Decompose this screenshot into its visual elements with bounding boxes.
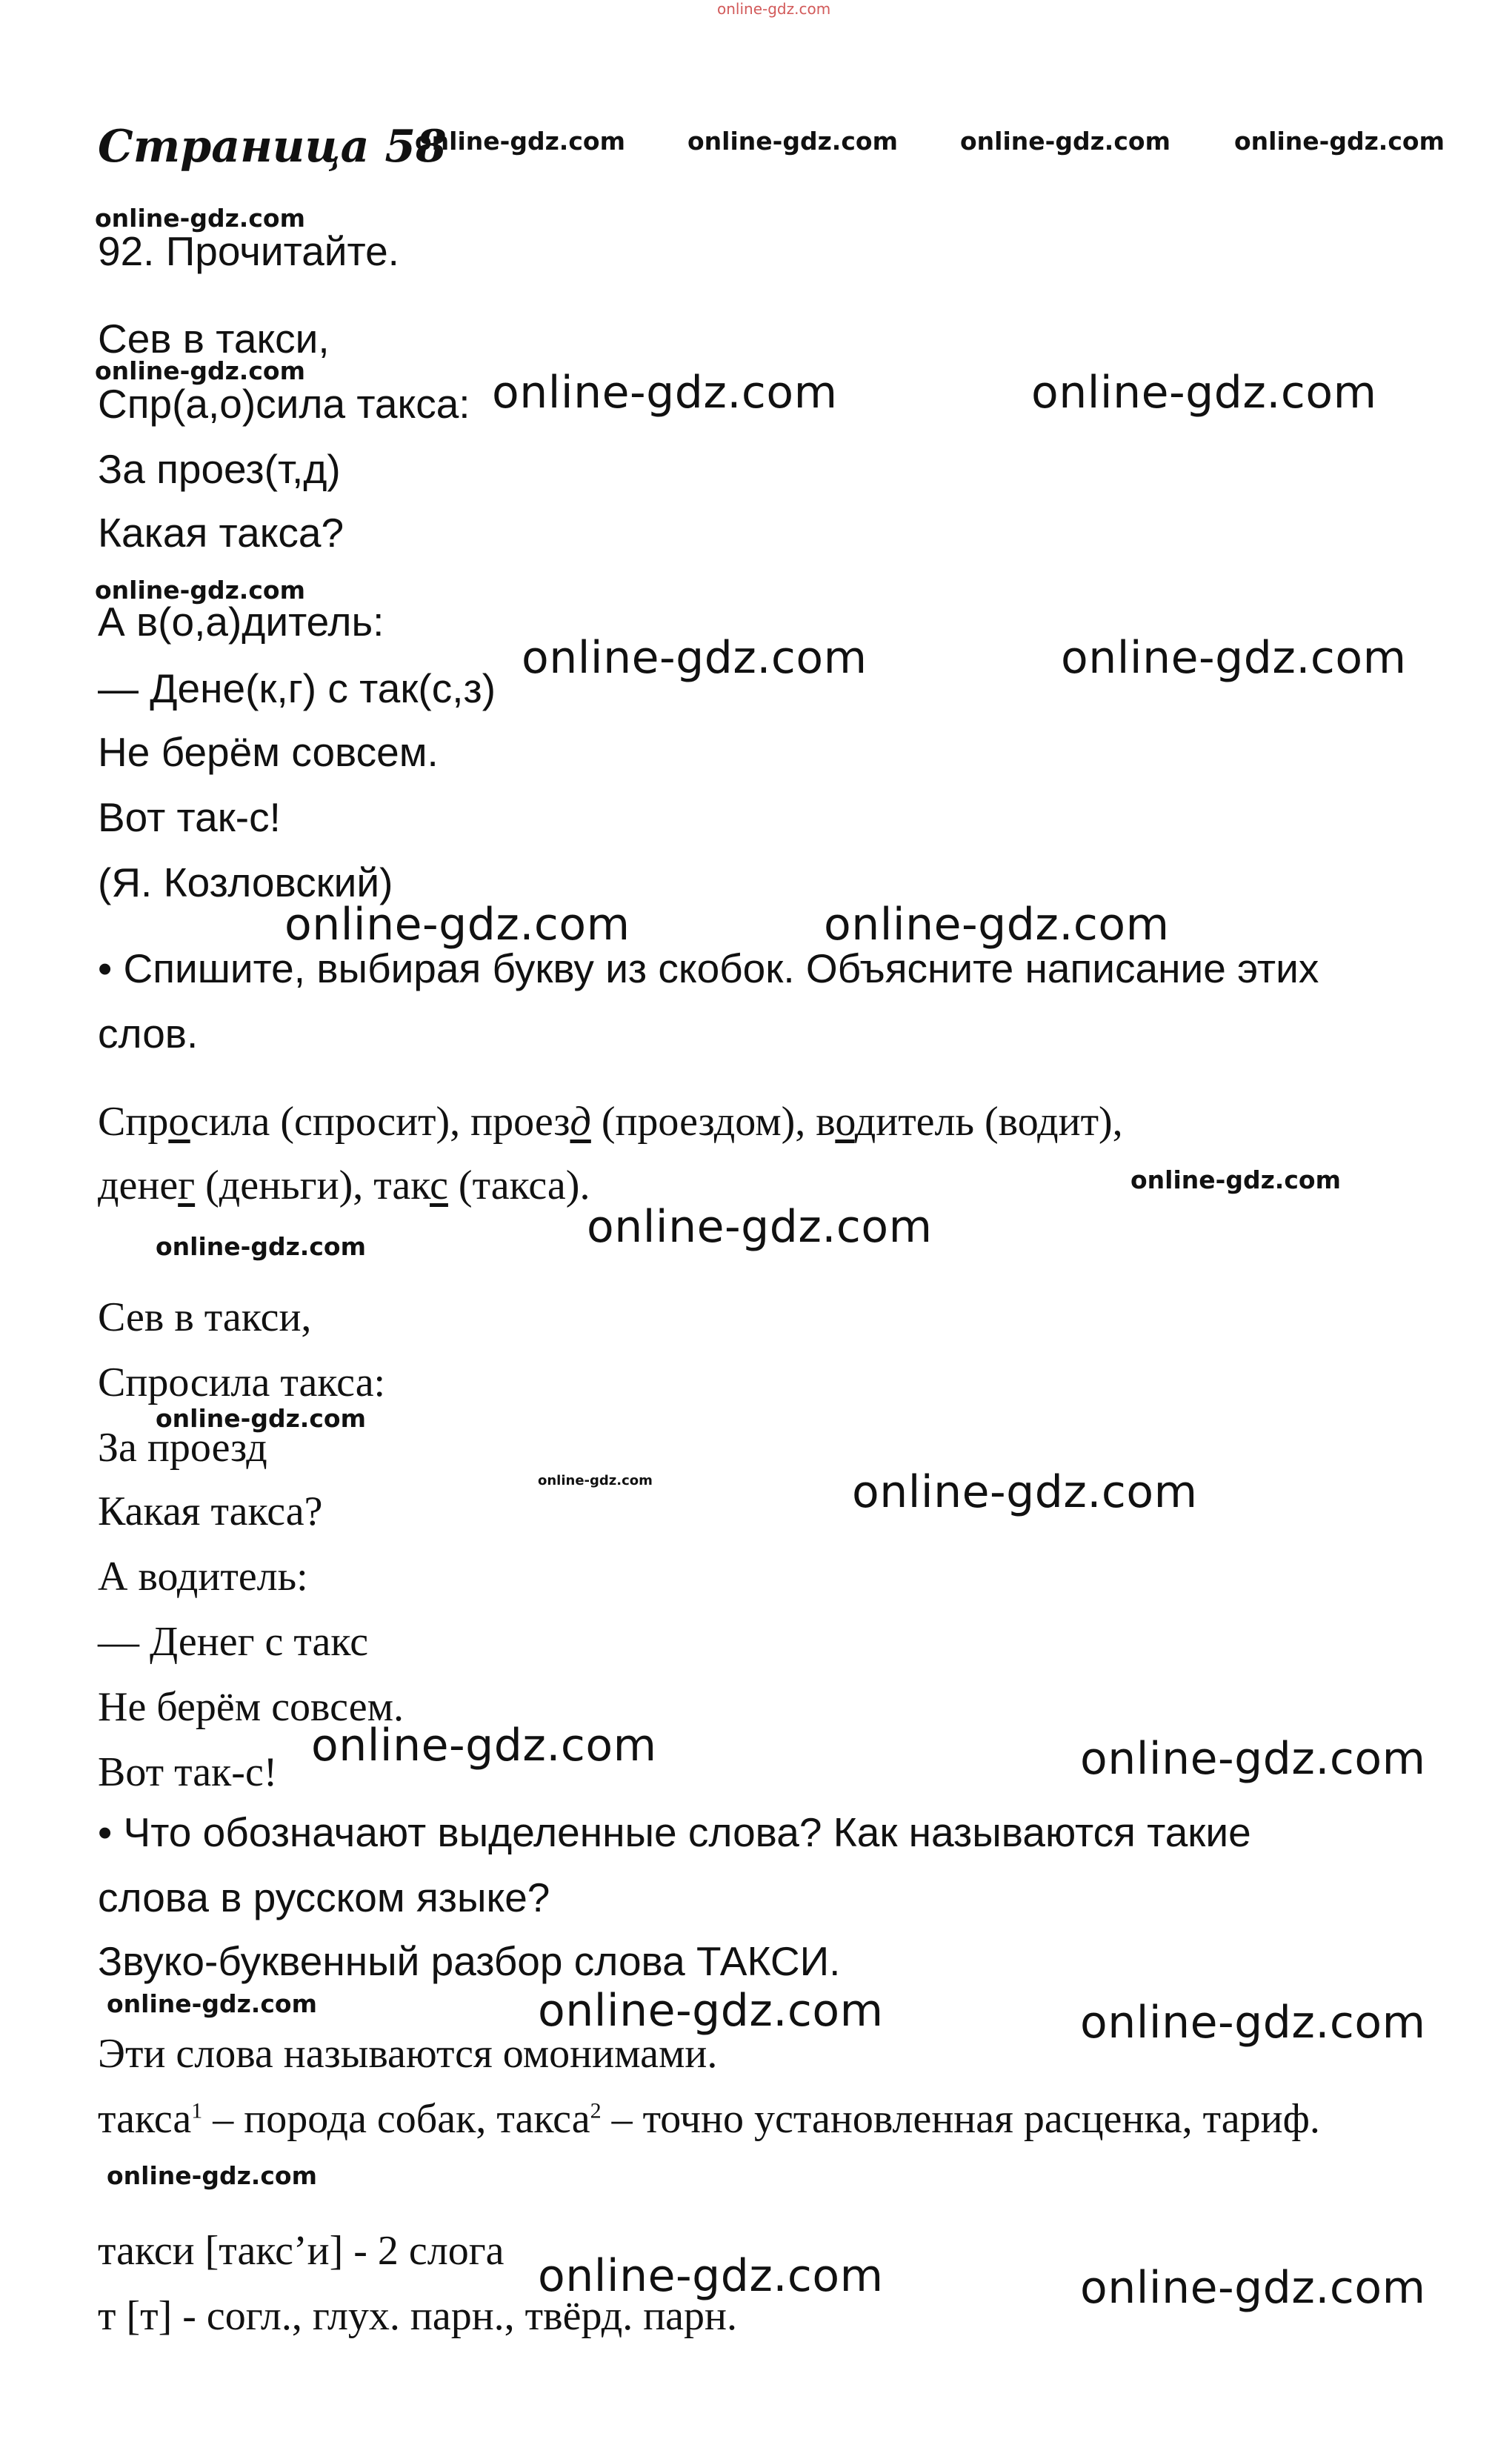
watermark: online-gdz.com <box>1080 1733 1426 1785</box>
watermark: online-gdz.com <box>1031 367 1377 419</box>
answer-line <box>98 1099 1123 1145</box>
poem-line: За проез(т,д) <box>98 446 341 492</box>
superscript: 1 <box>191 2098 203 2123</box>
watermark: online-gdz.com <box>284 899 630 951</box>
watermark: online-gdz.com <box>311 1720 657 1771</box>
answer-line: т [т] - согл., глух. парн., твёрд. парн. <box>98 2293 737 2339</box>
watermark: online-gdz.com <box>492 367 838 419</box>
answer-text: – точно установленная расценка, тариф. <box>601 2096 1320 2142</box>
task-text: • Спишите, выбирая букву из скобок. Объясните написание этих <box>98 945 1319 991</box>
watermark: online-gdz.com <box>107 2161 317 2190</box>
watermark: online-gdz.com <box>95 356 305 385</box>
answer-line: такси [такс’и] - 2 слога <box>98 2228 504 2274</box>
poem-answer-line: Спросила такса: <box>98 1360 386 1405</box>
poem-answer-line: А водитель: <box>98 1554 308 1600</box>
answer-text: сила (спросит), проез <box>190 1099 570 1145</box>
answer-text: (деньги), так <box>195 1162 430 1208</box>
poem-answer-line: Сев в такси, <box>98 1294 312 1340</box>
answer-text: такса <box>98 2096 192 2142</box>
answer-line <box>98 1162 590 1208</box>
watermark: online-gdz.com <box>522 632 867 684</box>
watermark: online-gdz.com <box>107 1989 317 2018</box>
poem-line: Какая такса? <box>98 510 344 556</box>
task-text: • Что обозначают выделенные слова? Как называются такие <box>98 1809 1251 1855</box>
watermark: online-gdz.com <box>852 1466 1198 1518</box>
exercise-heading: 92. Прочитайте. <box>98 228 399 274</box>
poem-line: — Дене(к,г) с так(с,з) <box>98 665 496 711</box>
watermark: online-gdz.com <box>1061 632 1407 684</box>
watermark: online-gdz.com <box>538 1985 884 2037</box>
poem-answer-line: Вот так-с! <box>98 1749 278 1795</box>
poem-line: Спр(а,о)сила такса: <box>98 381 470 427</box>
answer-text: (проездом), в <box>590 1099 836 1145</box>
watermark: online-gdz.com <box>1080 1997 1426 2049</box>
watermark: online-gdz.com <box>960 127 1170 156</box>
watermark: online-gdz.com <box>687 127 898 156</box>
answer-text: дене <box>98 1162 179 1208</box>
watermark: online-gdz.com <box>156 1232 366 1261</box>
highlighted-letter: о <box>835 1099 855 1145</box>
task-text: слов. <box>98 1011 199 1057</box>
watermark: online-gdz.com <box>1130 1165 1341 1194</box>
highlighted-letter: с <box>430 1162 448 1208</box>
answer-text: дитель (водит), <box>854 1099 1123 1145</box>
task-text: слова в русском языке? <box>98 1874 550 1920</box>
poem-author: (Я. Козловский) <box>98 859 393 905</box>
watermark: online-gdz.com <box>824 899 1170 951</box>
task-text: Звуко-буквенный разбор слова ТАКСИ. <box>98 1938 841 1984</box>
watermark: online-gdz.com <box>156 1404 366 1433</box>
watermark: online-gdz.com <box>538 1473 653 1488</box>
poem-line: Вот так-с! <box>98 794 281 840</box>
watermark: online-gdz.com <box>95 204 305 233</box>
poem-answer-line: Не берём совсем. <box>98 1684 404 1730</box>
watermark: online-gdz.com <box>415 127 625 156</box>
poem-line: Сев в такси, <box>98 316 330 362</box>
highlighted-letter: г <box>178 1162 196 1208</box>
watermark: online-gdz.com <box>95 576 305 605</box>
poem-line: А в(о,а)дитель: <box>98 599 384 645</box>
poem-answer-line: Какая такса? <box>98 1488 323 1534</box>
answer-text: – порода собак, такса <box>202 2096 590 2142</box>
answer-text: (такса). <box>447 1162 590 1208</box>
poem-answer-line: — Денег с такс <box>98 1619 369 1665</box>
watermark: online-gdz.com <box>717 0 831 18</box>
page-title: Страница 58 <box>98 121 447 173</box>
watermark: online-gdz.com <box>587 1201 933 1253</box>
answer-line: Эти слова называются омонимами. <box>98 2031 718 2077</box>
answer-line <box>98 2098 1320 2140</box>
poem-answer-line: За проезд <box>98 1425 267 1471</box>
watermark: online-gdz.com <box>1234 127 1445 156</box>
highlighted-letter: о <box>168 1099 190 1145</box>
answer-text: Спр <box>98 1099 169 1145</box>
highlighted-letter: д <box>570 1099 591 1145</box>
watermark: online-gdz.com <box>538 2250 884 2302</box>
watermark: online-gdz.com <box>1080 2262 1426 2314</box>
poem-line: Не берём совсем. <box>98 729 439 775</box>
superscript: 2 <box>590 2098 602 2123</box>
